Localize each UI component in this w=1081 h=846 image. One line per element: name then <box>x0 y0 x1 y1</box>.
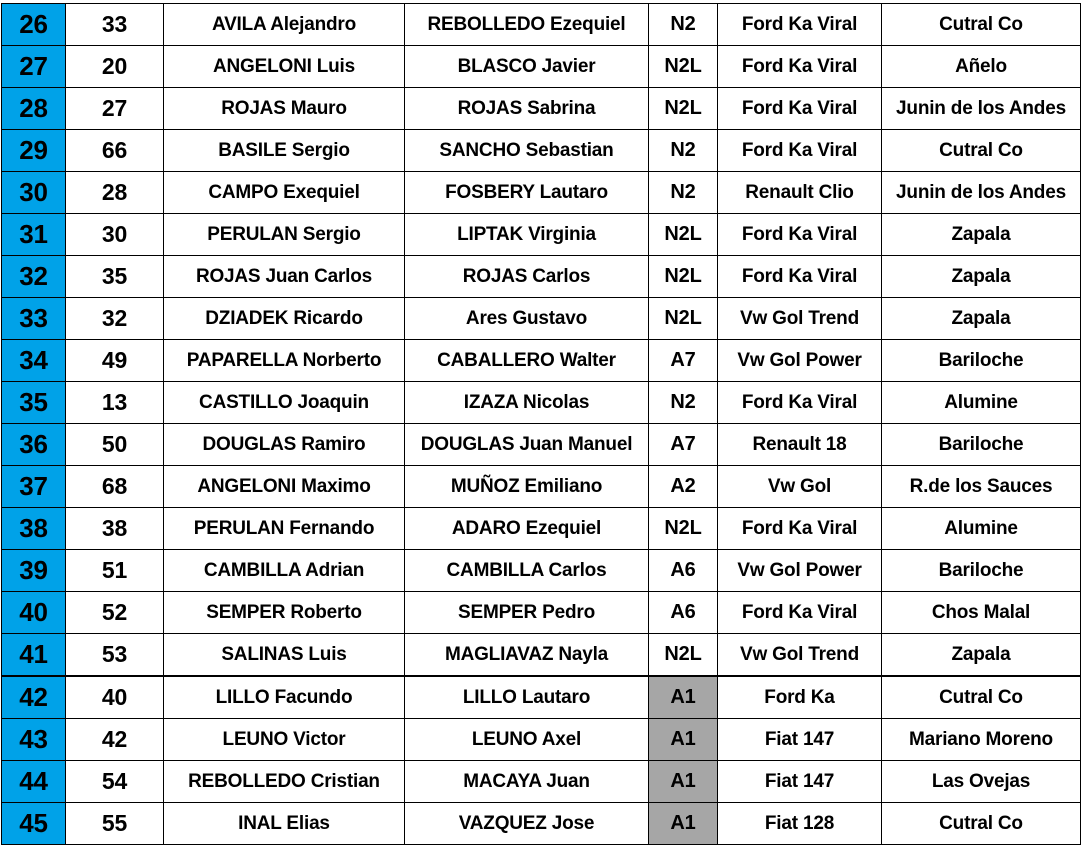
codriver-cell: MAGLIAVAZ Nayla <box>405 634 649 677</box>
codriver-cell: LEUNO Axel <box>405 719 649 761</box>
car-model-cell: Ford Ka Viral <box>718 88 882 130</box>
driver-cell: SALINAS Luis <box>164 634 405 677</box>
position-cell: 36 <box>2 424 66 466</box>
table-row <box>2 676 1081 719</box>
codriver-cell: MUÑOZ Emiliano <box>405 466 649 508</box>
driver-cell: ROJAS Juan Carlos <box>164 256 405 298</box>
codriver-cell: FOSBERY Lautaro <box>405 172 649 214</box>
position-cell: 37 <box>2 466 66 508</box>
driver-cell: LEUNO Victor <box>164 719 405 761</box>
car-number-cell: 33 <box>66 4 164 46</box>
class-cell: A1 <box>649 676 718 719</box>
codriver-cell: ROJAS Sabrina <box>405 88 649 130</box>
car-number-cell: 49 <box>66 340 164 382</box>
class-cell: A1 <box>649 761 718 803</box>
city-cell: Mariano Moreno <box>882 719 1081 761</box>
table-row <box>2 172 1081 214</box>
car-number-cell: 50 <box>66 424 164 466</box>
driver-cell: PERULAN Fernando <box>164 508 405 550</box>
car-number-cell: 68 <box>66 466 164 508</box>
city-cell: Zapala <box>882 298 1081 340</box>
codriver-cell: ADARO Ezequiel <box>405 508 649 550</box>
car-model-cell: Ford Ka Viral <box>718 4 882 46</box>
city-cell: Añelo <box>882 46 1081 88</box>
city-cell: Junin de los Andes <box>882 172 1081 214</box>
car-model-cell: Ford Ka Viral <box>718 592 882 634</box>
codriver-cell: MACAYA Juan <box>405 761 649 803</box>
position-cell: 39 <box>2 550 66 592</box>
position-cell: 30 <box>2 172 66 214</box>
table-body <box>2 4 1081 845</box>
position-cell: 29 <box>2 130 66 172</box>
table-row <box>2 214 1081 256</box>
car-number-cell: 13 <box>66 382 164 424</box>
codriver-cell: REBOLLEDO Ezequiel <box>405 4 649 46</box>
city-cell: Bariloche <box>882 340 1081 382</box>
codriver-cell: DOUGLAS Juan Manuel <box>405 424 649 466</box>
position-cell: 33 <box>2 298 66 340</box>
car-model-cell: Ford Ka Viral <box>718 46 882 88</box>
driver-cell: BASILE Sergio <box>164 130 405 172</box>
position-cell: 40 <box>2 592 66 634</box>
city-cell: Chos Malal <box>882 592 1081 634</box>
class-cell: N2L <box>649 88 718 130</box>
city-cell: Bariloche <box>882 424 1081 466</box>
driver-cell: DZIADEK Ricardo <box>164 298 405 340</box>
codriver-cell: LILLO Lautaro <box>405 676 649 719</box>
table-row <box>2 46 1081 88</box>
car-number-cell: 53 <box>66 634 164 677</box>
car-number-cell: 66 <box>66 130 164 172</box>
position-cell: 31 <box>2 214 66 256</box>
city-cell: Zapala <box>882 256 1081 298</box>
codriver-cell: ROJAS Carlos <box>405 256 649 298</box>
table-row <box>2 88 1081 130</box>
car-model-cell: Ford Ka Viral <box>718 130 882 172</box>
driver-cell: PERULAN Sergio <box>164 214 405 256</box>
position-cell: 32 <box>2 256 66 298</box>
city-cell: Cutral Co <box>882 130 1081 172</box>
car-model-cell: Ford Ka Viral <box>718 382 882 424</box>
car-number-cell: 42 <box>66 719 164 761</box>
codriver-cell: SEMPER Pedro <box>405 592 649 634</box>
position-cell: 28 <box>2 88 66 130</box>
city-cell: Junin de los Andes <box>882 88 1081 130</box>
driver-cell: CASTILLO Joaquin <box>164 382 405 424</box>
car-model-cell: Ford Ka Viral <box>718 508 882 550</box>
car-number-cell: 40 <box>66 676 164 719</box>
position-cell: 45 <box>2 803 66 845</box>
class-cell: N2L <box>649 634 718 677</box>
table-row <box>2 424 1081 466</box>
car-number-cell: 54 <box>66 761 164 803</box>
car-number-cell: 27 <box>66 88 164 130</box>
city-cell: Cutral Co <box>882 4 1081 46</box>
driver-cell: INAL Elias <box>164 803 405 845</box>
car-number-cell: 35 <box>66 256 164 298</box>
city-cell: Zapala <box>882 634 1081 677</box>
table-row <box>2 256 1081 298</box>
table-row <box>2 340 1081 382</box>
position-cell: 34 <box>2 340 66 382</box>
class-cell: A1 <box>649 803 718 845</box>
table-row <box>2 466 1081 508</box>
driver-cell: ANGELONI Maximo <box>164 466 405 508</box>
city-cell: Zapala <box>882 214 1081 256</box>
table-row <box>2 634 1081 677</box>
car-number-cell: 51 <box>66 550 164 592</box>
driver-cell: PAPARELLA Norberto <box>164 340 405 382</box>
driver-cell: DOUGLAS Ramiro <box>164 424 405 466</box>
city-cell: Las Ovejas <box>882 761 1081 803</box>
driver-cell: LILLO Facundo <box>164 676 405 719</box>
car-model-cell: Vw Gol Power <box>718 340 882 382</box>
car-model-cell: Ford Ka Viral <box>718 214 882 256</box>
class-cell: A7 <box>649 424 718 466</box>
table-row <box>2 382 1081 424</box>
class-cell: N2 <box>649 382 718 424</box>
driver-cell: ROJAS Mauro <box>164 88 405 130</box>
class-cell: N2L <box>649 46 718 88</box>
class-cell: N2L <box>649 214 718 256</box>
driver-cell: AVILA Alejandro <box>164 4 405 46</box>
class-cell: N2 <box>649 4 718 46</box>
codriver-cell: SANCHO Sebastian <box>405 130 649 172</box>
class-cell: N2L <box>649 256 718 298</box>
position-cell: 44 <box>2 761 66 803</box>
car-model-cell: Ford Ka <box>718 676 882 719</box>
position-cell: 35 <box>2 382 66 424</box>
car-model-cell: Vw Gol Power <box>718 550 882 592</box>
class-cell: N2 <box>649 130 718 172</box>
car-number-cell: 32 <box>66 298 164 340</box>
table-row <box>2 550 1081 592</box>
city-cell: Cutral Co <box>882 803 1081 845</box>
entry-list-table <box>1 3 1081 845</box>
table-row <box>2 761 1081 803</box>
driver-cell: CAMBILLA Adrian <box>164 550 405 592</box>
car-model-cell: Ford Ka Viral <box>718 256 882 298</box>
car-number-cell: 55 <box>66 803 164 845</box>
car-model-cell: Renault Clio <box>718 172 882 214</box>
codriver-cell: IZAZA Nicolas <box>405 382 649 424</box>
car-model-cell: Fiat 128 <box>718 803 882 845</box>
car-model-cell: Vw Gol Trend <box>718 298 882 340</box>
car-number-cell: 20 <box>66 46 164 88</box>
table-row <box>2 508 1081 550</box>
car-number-cell: 38 <box>66 508 164 550</box>
table-row <box>2 298 1081 340</box>
table-row <box>2 4 1081 46</box>
position-cell: 27 <box>2 46 66 88</box>
codriver-cell: BLASCO Javier <box>405 46 649 88</box>
position-cell: 38 <box>2 508 66 550</box>
class-cell: N2L <box>649 298 718 340</box>
codriver-cell: CABALLERO Walter <box>405 340 649 382</box>
table-row <box>2 719 1081 761</box>
class-cell: A2 <box>649 466 718 508</box>
car-model-cell: Fiat 147 <box>718 761 882 803</box>
class-cell: A6 <box>649 550 718 592</box>
car-number-cell: 28 <box>66 172 164 214</box>
class-cell: N2 <box>649 172 718 214</box>
class-cell: N2L <box>649 508 718 550</box>
table-row <box>2 592 1081 634</box>
car-model-cell: Renault 18 <box>718 424 882 466</box>
table-row <box>2 803 1081 845</box>
class-cell: A1 <box>649 719 718 761</box>
class-cell: A7 <box>649 340 718 382</box>
driver-cell: REBOLLEDO Cristian <box>164 761 405 803</box>
codriver-cell: VAZQUEZ Jose <box>405 803 649 845</box>
car-model-cell: Fiat 147 <box>718 719 882 761</box>
position-cell: 26 <box>2 4 66 46</box>
codriver-cell: CAMBILLA Carlos <box>405 550 649 592</box>
driver-cell: SEMPER Roberto <box>164 592 405 634</box>
car-model-cell: Vw Gol Trend <box>718 634 882 677</box>
codriver-cell: LIPTAK Virginia <box>405 214 649 256</box>
city-cell: Alumine <box>882 508 1081 550</box>
car-number-cell: 30 <box>66 214 164 256</box>
position-cell: 42 <box>2 676 66 719</box>
class-cell: A6 <box>649 592 718 634</box>
city-cell: Bariloche <box>882 550 1081 592</box>
city-cell: Alumine <box>882 382 1081 424</box>
codriver-cell: Ares Gustavo <box>405 298 649 340</box>
car-model-cell: Vw Gol <box>718 466 882 508</box>
position-cell: 41 <box>2 634 66 677</box>
driver-cell: ANGELONI Luis <box>164 46 405 88</box>
city-cell: R.de los Sauces <box>882 466 1081 508</box>
car-number-cell: 52 <box>66 592 164 634</box>
city-cell: Cutral Co <box>882 676 1081 719</box>
position-cell: 43 <box>2 719 66 761</box>
driver-cell: CAMPO Exequiel <box>164 172 405 214</box>
table-row <box>2 130 1081 172</box>
